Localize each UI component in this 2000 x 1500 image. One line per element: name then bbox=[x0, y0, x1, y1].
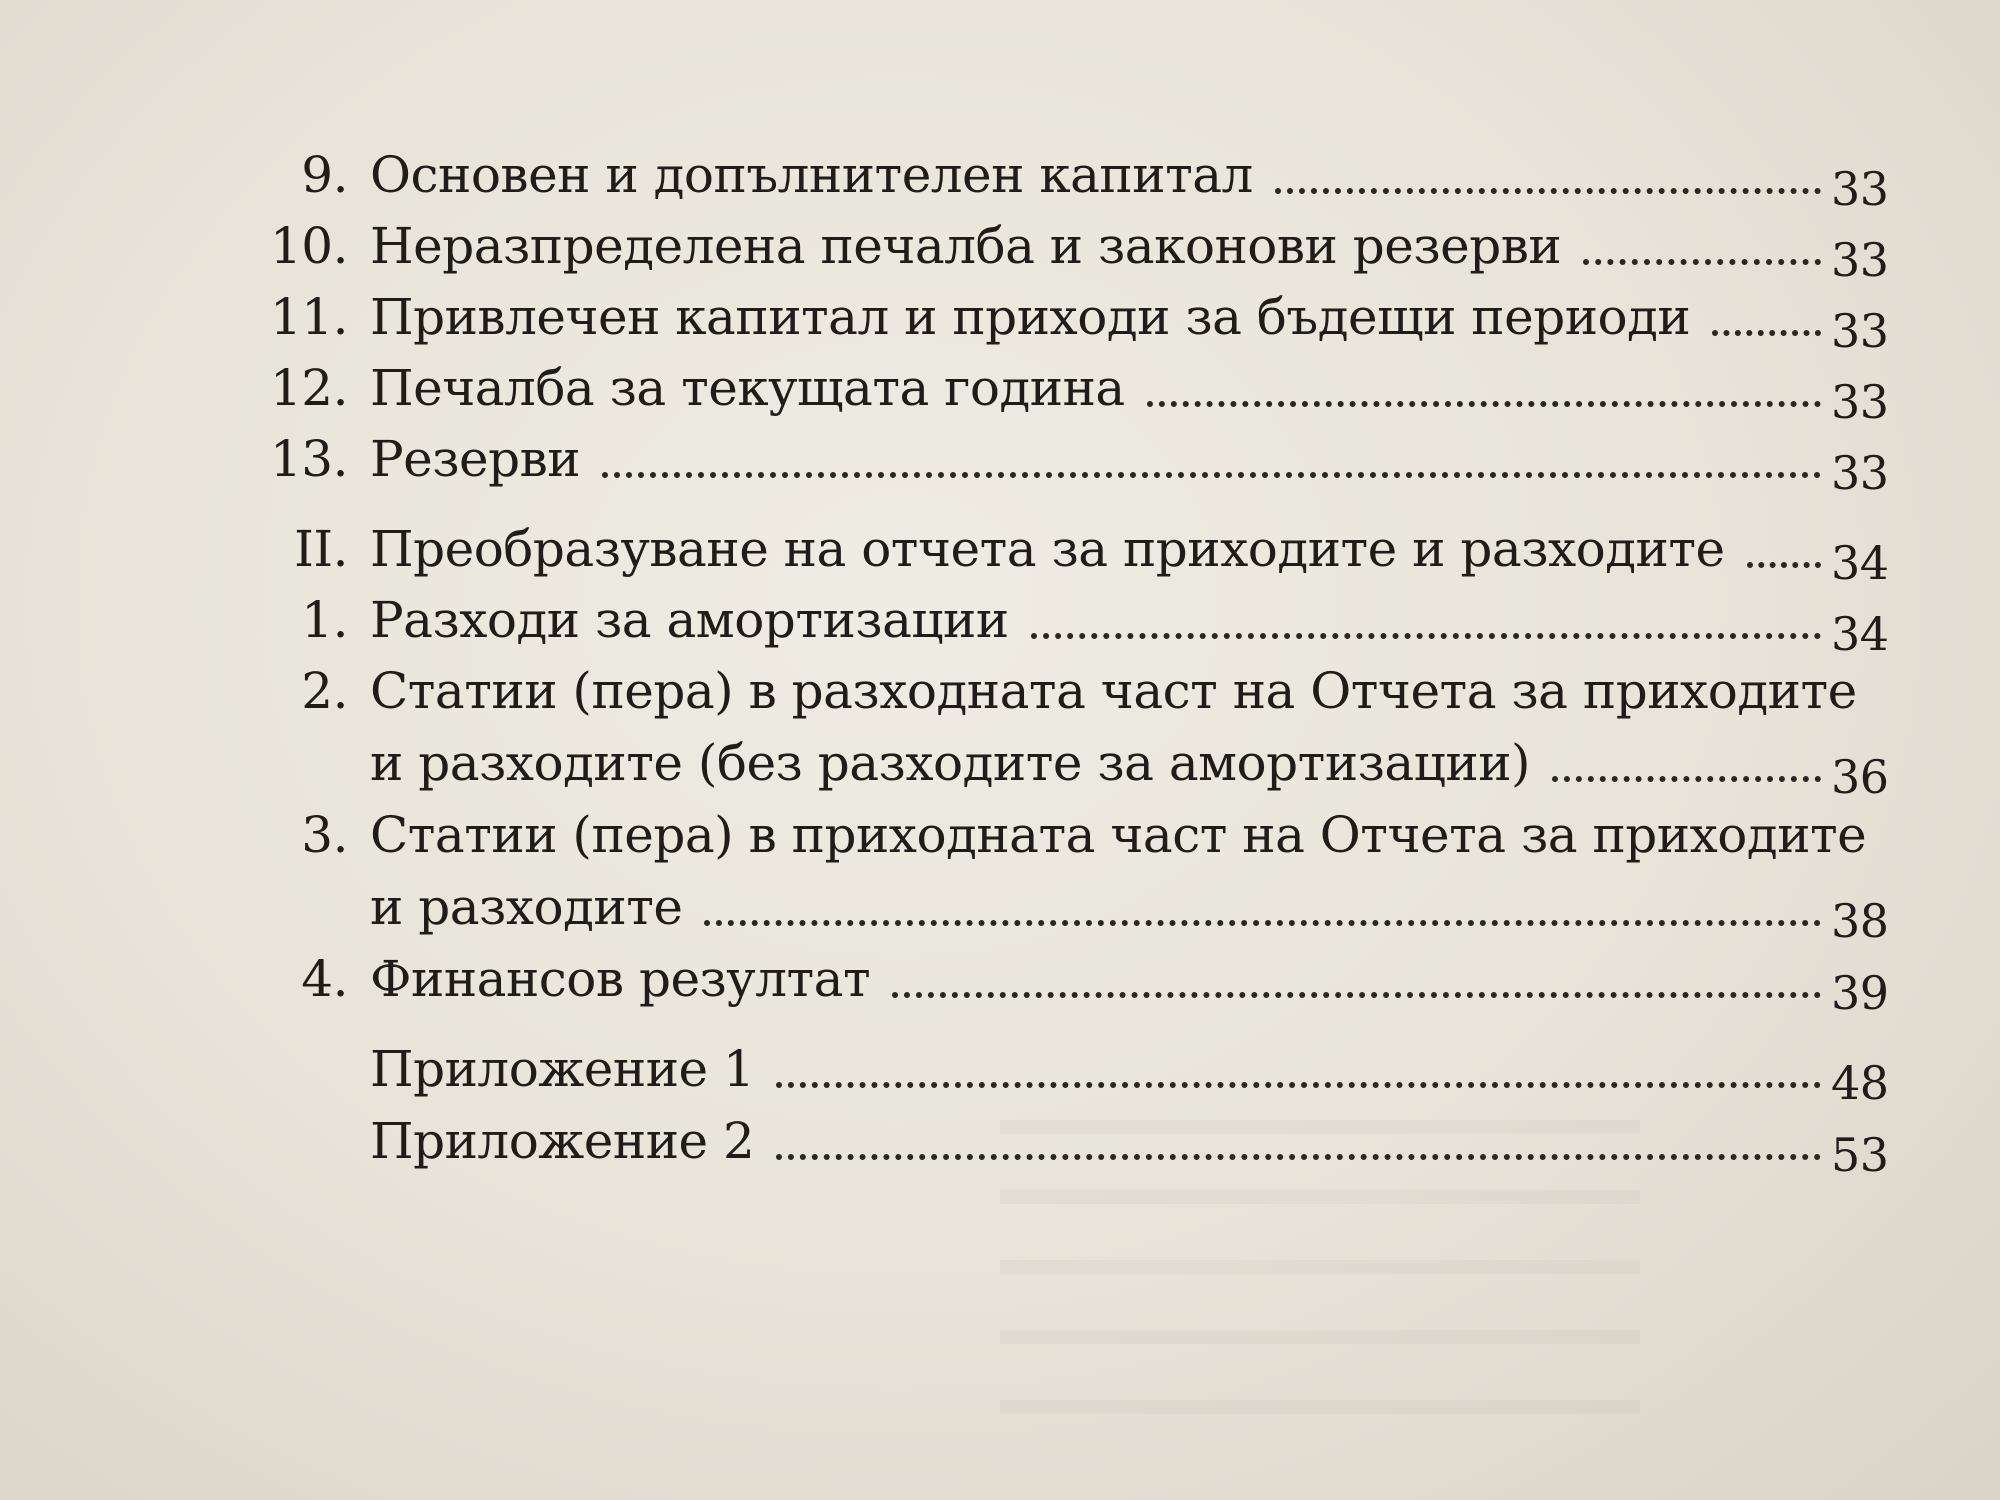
entry-number: 2. bbox=[301, 662, 348, 720]
entry-page: 34 bbox=[1831, 607, 1889, 661]
toc-entry bbox=[240, 938, 1889, 1020]
entry-page: 33 bbox=[1831, 162, 1889, 216]
dot-leader bbox=[1712, 330, 1821, 336]
toc-entry bbox=[240, 134, 1889, 216]
toc-entry-first-line bbox=[240, 794, 1885, 864]
entry-page: 33 bbox=[1831, 304, 1889, 358]
entry-title: Статии (пера) в приходната част на Отчета за приходите bbox=[370, 806, 1867, 864]
entry-number: 1. bbox=[301, 591, 348, 649]
dot-leader bbox=[1552, 776, 1821, 782]
paper-show-through bbox=[1000, 1120, 1640, 1460]
entry-number: 10. bbox=[269, 217, 348, 275]
entry-number: 12. bbox=[269, 359, 348, 417]
entry-page: 36 bbox=[1831, 750, 1889, 804]
entry-number: 13. bbox=[269, 430, 348, 488]
entry-title: Неразпределена печалба и законови резерви bbox=[370, 217, 1562, 275]
entry-number: II. bbox=[294, 520, 348, 578]
toc-entry-continuation bbox=[240, 866, 1889, 948]
toc-appendix-entry bbox=[240, 1028, 1889, 1110]
toc-entry-first-line bbox=[240, 650, 1885, 720]
dot-leader bbox=[1147, 401, 1821, 407]
toc-section-entry bbox=[240, 508, 1889, 590]
toc-entry bbox=[240, 276, 1889, 358]
toc-entry bbox=[240, 347, 1889, 429]
entry-page: 48 bbox=[1831, 1056, 1889, 1110]
entry-title: Преобразуване на отчета за приходите и разходите bbox=[370, 520, 1725, 578]
entry-number: 3. bbox=[301, 806, 348, 864]
toc-entry bbox=[240, 205, 1889, 287]
entry-page: 33 bbox=[1831, 446, 1889, 500]
toc-entry bbox=[240, 418, 1889, 500]
toc-entry-continuation bbox=[240, 722, 1889, 804]
entry-title-continuation: и разходите (без разходите за амортизации) bbox=[370, 734, 1531, 792]
entry-page: 39 bbox=[1831, 966, 1889, 1020]
entry-title: Привлечен капитал и приходи за бъдещи периоди bbox=[370, 288, 1691, 346]
dot-leader bbox=[776, 1082, 1821, 1088]
entry-page: 33 bbox=[1831, 375, 1889, 429]
entry-title: Печалба за текущата година bbox=[370, 359, 1125, 417]
dot-leader bbox=[1583, 259, 1821, 265]
entry-number: 4. bbox=[301, 950, 348, 1008]
entry-title: Разходи за амортизации bbox=[370, 591, 1009, 649]
dot-leader bbox=[1275, 188, 1821, 194]
entry-number: 9. bbox=[301, 146, 348, 204]
entry-title: Основен и допълнителен капитал bbox=[370, 146, 1253, 204]
dot-leader bbox=[602, 472, 1821, 478]
dot-leader bbox=[704, 920, 1821, 926]
dot-leader bbox=[892, 992, 1821, 998]
dot-leader bbox=[1747, 562, 1821, 568]
entry-title: Приложение 1 bbox=[370, 1040, 755, 1098]
entry-title-continuation: и разходите bbox=[370, 878, 683, 936]
entry-title: Финансов резултат bbox=[370, 950, 871, 1008]
entry-page: 53 bbox=[1831, 1128, 1889, 1182]
entry-page: 34 bbox=[1831, 536, 1889, 590]
entry-number: 11. bbox=[269, 288, 348, 346]
dot-leader bbox=[1031, 633, 1821, 639]
entry-page: 33 bbox=[1831, 233, 1889, 287]
entry-page: 38 bbox=[1831, 894, 1889, 948]
entry-title: Приложение 2 bbox=[370, 1112, 755, 1170]
toc-entry bbox=[240, 579, 1889, 661]
entry-title: Резерви bbox=[370, 430, 581, 488]
entry-title: Статии (пера) в разходната част на Отчета за приходите bbox=[370, 662, 1857, 720]
